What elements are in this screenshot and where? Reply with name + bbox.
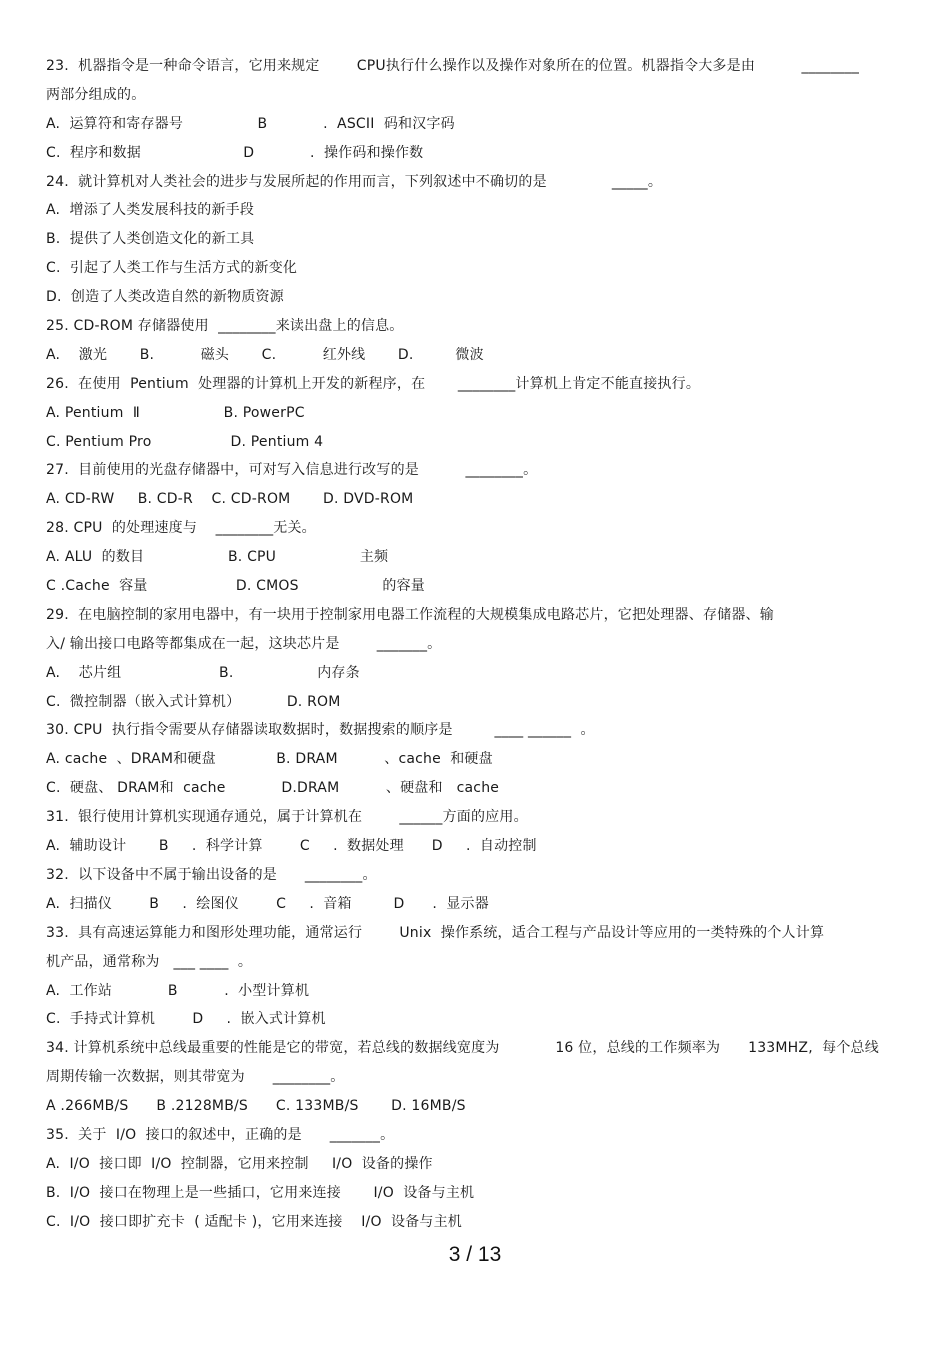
text-line: A. 扫描仪 B . 绘图仪 C . 音箱 D . 显示器 [46, 895, 489, 912]
text-line: A. 激光 B. 磁头 C. 红外线 D. 微波 [46, 346, 484, 363]
text-line: A .266MB/S B .2128MB/S C. 133MB/S D. 16MB/S [46, 1098, 466, 1115]
text-line: 35. 关于 I/O 接口的叙述中，正确的是 _______。 [46, 1126, 395, 1143]
text-line: 机产品，通常称为 ___ ____ 。 [46, 953, 253, 970]
text-line: 31. 银行使用计算机实现通存通兑，属于计算机在 ______方面的应用。 [46, 809, 528, 826]
text-line: C. 微控制器（嵌入式计算机） D. ROM [46, 693, 341, 710]
text-line: C. Pentium Pro D. Pentium 4 [46, 433, 324, 450]
text-line: A. ALU 的数目 B. CPU 主频 [46, 549, 389, 566]
text-line: 23. 机器指令是一种命令语言，它用来规定 CPU执行什么操作以及操作对象所在的位置。机器指令大多是由 ________ [46, 58, 860, 74]
text-line: B. I/O 接口在物理上是一些插口，它用来连接 I/O 设备与主机 [46, 1184, 475, 1201]
text-line: 26. 在使用 Pentium 处理器的计算机上开发的新程序，在 ________计算机上肯定不能直接执行。 [46, 375, 701, 392]
text-line: A. 辅助设计 B . 科学计算 C . 数据处理 D . 自动控制 [46, 838, 537, 855]
text-line: C. 手持式计算机 D . 嵌入式计算机 [46, 1011, 326, 1028]
text-line: 28. CPU 的处理速度与 ________无关。 [46, 520, 316, 537]
text-line: 周期传输一次数据，则其带宽为 ________。 [46, 1069, 345, 1086]
text-line: C. I/O 接口即扩充卡 ( 适配卡 )，它用来连接 I/O 设备与主机 [46, 1213, 462, 1230]
text-line: C. 程序和数据 D . 操作码和操作数 [46, 144, 424, 161]
text-line: A. 芯片组 B. 内存条 [46, 664, 360, 681]
text-line: 30. CPU 执行指令需要从存储器读取数据时，数据搜索的顺序是 ____ ______ 。 [46, 722, 595, 739]
text-line: 两部分组成的。 [46, 86, 146, 103]
text-line: 29. 在电脑控制的家用电器中，有一块用于控制家用电器工作流程的大规模集成电路芯片，它把处理器、存储器、输 [46, 606, 774, 623]
text-line: A. 增添了人类发展科技的新手段 [46, 202, 255, 219]
page-number: 3 / 13 [448, 1243, 502, 1266]
text-line: A. 工作站 B . 小型计算机 [46, 982, 310, 999]
document-body [46, 52, 908, 1237]
text-line: A. I/O 接口即 I/O 控制器，它用来控制 I/O 设备的操作 [46, 1155, 433, 1172]
text-line: 24. 就计算机对人类社会的进步与发展所起的作用而言，下列叙述中不确切的是 _____。 [46, 173, 663, 190]
text-line: 27. 目前使用的光盘存储器中，可对写入信息进行改写的是 ________。 [46, 462, 538, 479]
text-line: A. cache 、DRAM和硬盘 B. DRAM 、cache 和硬盘 [46, 751, 493, 768]
text-line: 32. 以下设备中不属于输出设备的是 ________。 [46, 866, 377, 883]
text-line: C. 硬盘、 DRAM和 cache D.DRAM 、硬盘和 cache [46, 780, 500, 797]
text-line: A. 运算符和寄存器号 B . ASCII 码和汉字码 [46, 115, 455, 132]
text-line: A. Pentium Ⅱ B. PowerPC [46, 404, 305, 421]
text-line: 34. 计算机系统中总线最重要的性能是它的带宽，若总线的数据线宽度为 16 位，总线的工作频率为 133MHZ, 每个总线 [46, 1040, 879, 1057]
text-line: 25. CD-ROM 存储器使用 ________来读出盘上的信息。 [46, 318, 404, 335]
text-line: B. 提供了人类创造文化的新工具 [46, 231, 255, 248]
text-line: C. 引起了人类工作与生活方式的新变化 [46, 260, 298, 277]
text-line: 入/ 输出接口电路等都集成在一起，这块芯片是 _______。 [46, 635, 442, 652]
text-line: C .Cache 容量 D. CMOS 的容量 [46, 578, 426, 595]
text-line: A. CD-RW B. CD-R C. CD-ROM D. DVD-ROM [46, 491, 414, 508]
text-line: 33. 具有高速运算能力和图形处理功能，通常运行 Unix 操作系统，适合工程与产品设计等应用的一类特殊的个人计算 [46, 924, 825, 941]
text-line: D. 创造了人类改造自然的新物质资源 [46, 289, 284, 306]
